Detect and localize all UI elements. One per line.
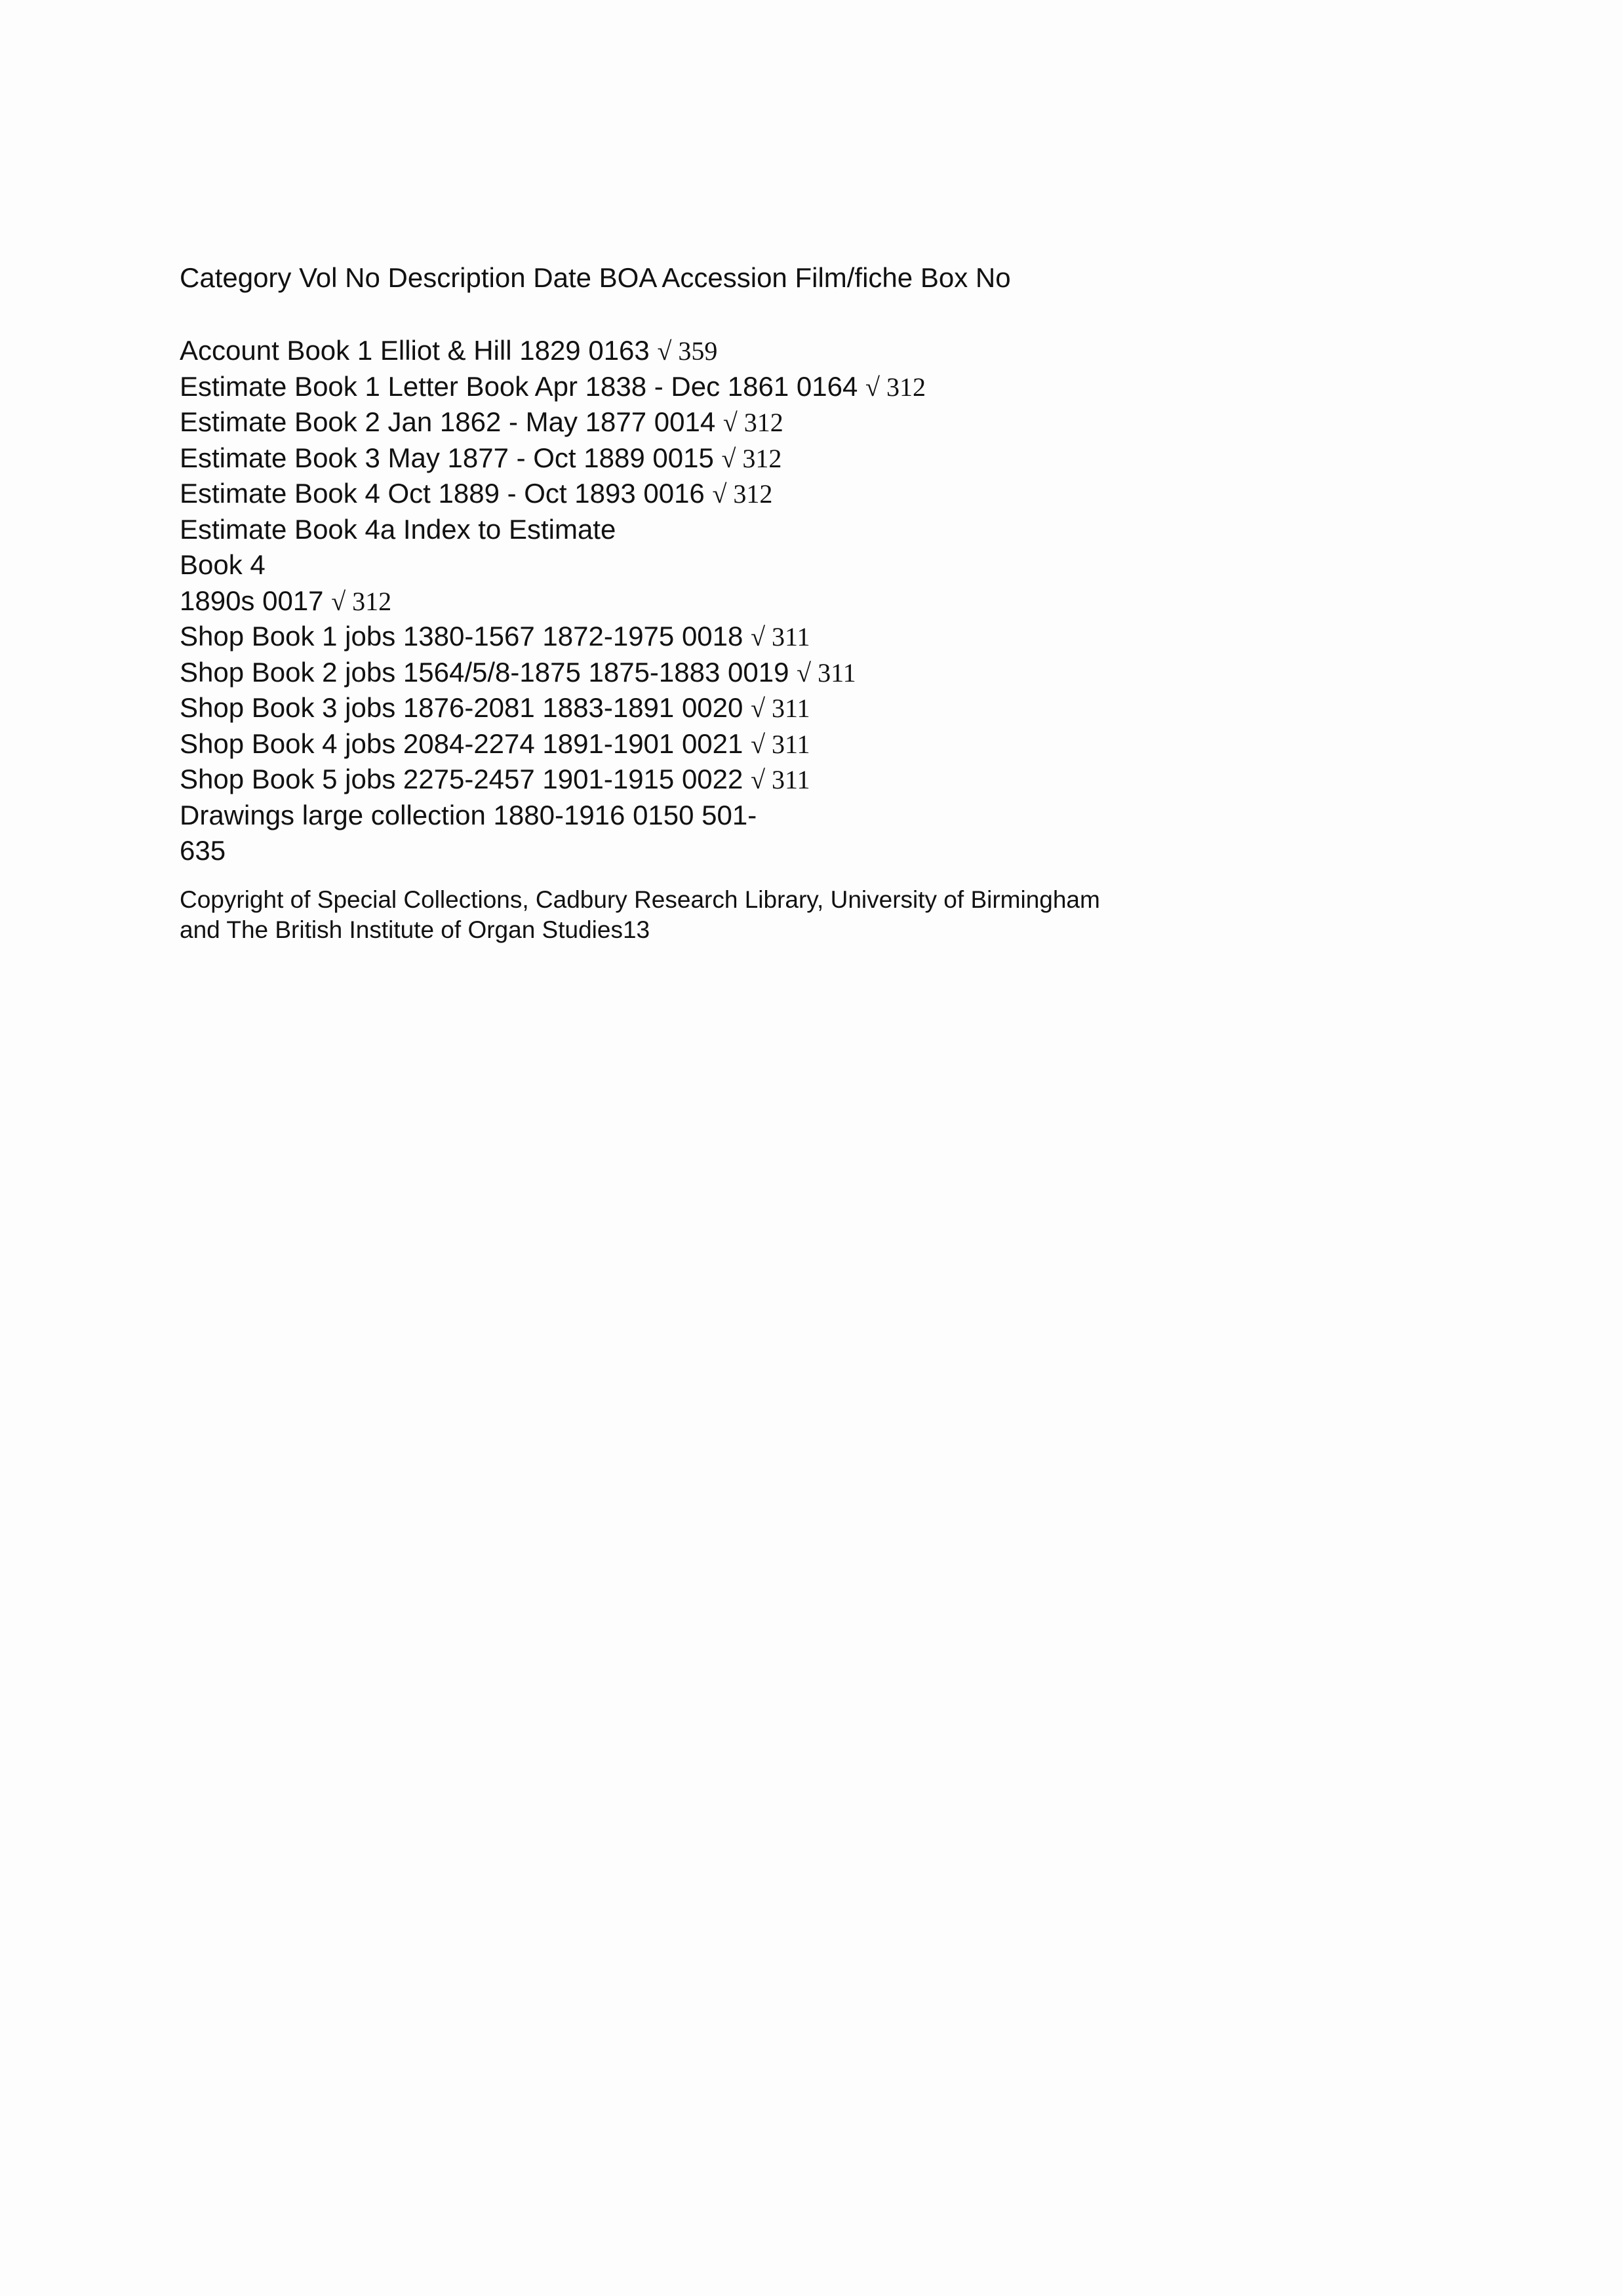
list-item	[180, 404, 926, 440]
tick-box-number: √ 311	[751, 729, 810, 759]
entry-text: Estimate Book 4a Index to Estimate	[180, 513, 616, 545]
entry-text: 635	[180, 835, 226, 866]
copyright-line-2: and The British Institute of Organ Studies13	[180, 916, 650, 943]
entry-text: Estimate Book 4 Oct 1889 - Oct 1893 0016	[180, 478, 713, 509]
list-item	[180, 333, 926, 369]
entry-text: Book 4	[180, 549, 266, 580]
tick-box-number: √ 311	[751, 693, 810, 723]
list-item	[180, 690, 926, 726]
entry-text: Estimate Book 1 Letter Book Apr 1838 - Dec 1861 0164	[180, 370, 865, 402]
list-item	[180, 619, 926, 655]
list-item	[180, 547, 926, 583]
list-item	[180, 440, 926, 477]
list-item	[180, 798, 926, 834]
column-header: Category Vol No Description Date BOA Accession Film/fiche Box No	[180, 262, 1011, 293]
tick-box-number: √ 312	[722, 408, 783, 437]
list-item	[180, 833, 926, 869]
entry-list	[180, 333, 926, 869]
tick-box-number: √ 359	[657, 336, 718, 366]
list-item	[180, 726, 926, 762]
list-item	[180, 369, 926, 405]
entry-text: Shop Book 5 jobs 2275-2457 1901-1915 0022	[180, 764, 751, 794]
entry-text: Shop Book 3 jobs 1876-2081 1883-1891 0020	[180, 692, 751, 723]
copyright-notice	[180, 885, 1100, 945]
tick-box-number: √ 312	[721, 443, 782, 473]
entry-text: Estimate Book 2 Jan 1862 - May 1877 0014	[180, 406, 723, 437]
tick-box-number: √ 312	[712, 479, 773, 509]
tick-box-number: √ 311	[751, 622, 810, 652]
list-item	[180, 512, 926, 548]
tick-box-number: √ 311	[751, 765, 810, 794]
list-item	[180, 583, 926, 619]
entry-text: Drawings large collection 1880-1916 0150 501-	[180, 799, 757, 830]
entry-text: Account Book 1 Elliot & Hill 1829 0163	[180, 335, 658, 366]
tick-box-number: √ 312	[331, 586, 392, 616]
entry-text: Shop Book 4 jobs 2084-2274 1891-1901 0021	[180, 728, 751, 759]
copyright-line-1: Copyright of Special Collections, Cadbury Research Library, University of Birmingham	[180, 886, 1100, 913]
tick-box-number: √ 312	[865, 372, 926, 402]
list-item	[180, 476, 926, 512]
tick-box-number: √ 311	[797, 657, 856, 688]
entry-text: 1890s 0017	[180, 585, 332, 616]
entry-text: Estimate Book 3 May 1877 - Oct 1889 0015	[180, 442, 722, 473]
list-item	[180, 762, 926, 798]
list-item	[180, 655, 926, 691]
entry-text: Shop Book 2 jobs 1564/5/8-1875 1875-1883 0019	[180, 656, 797, 688]
entry-text: Shop Book 1 jobs 1380-1567 1872-1975 0018	[180, 621, 751, 652]
